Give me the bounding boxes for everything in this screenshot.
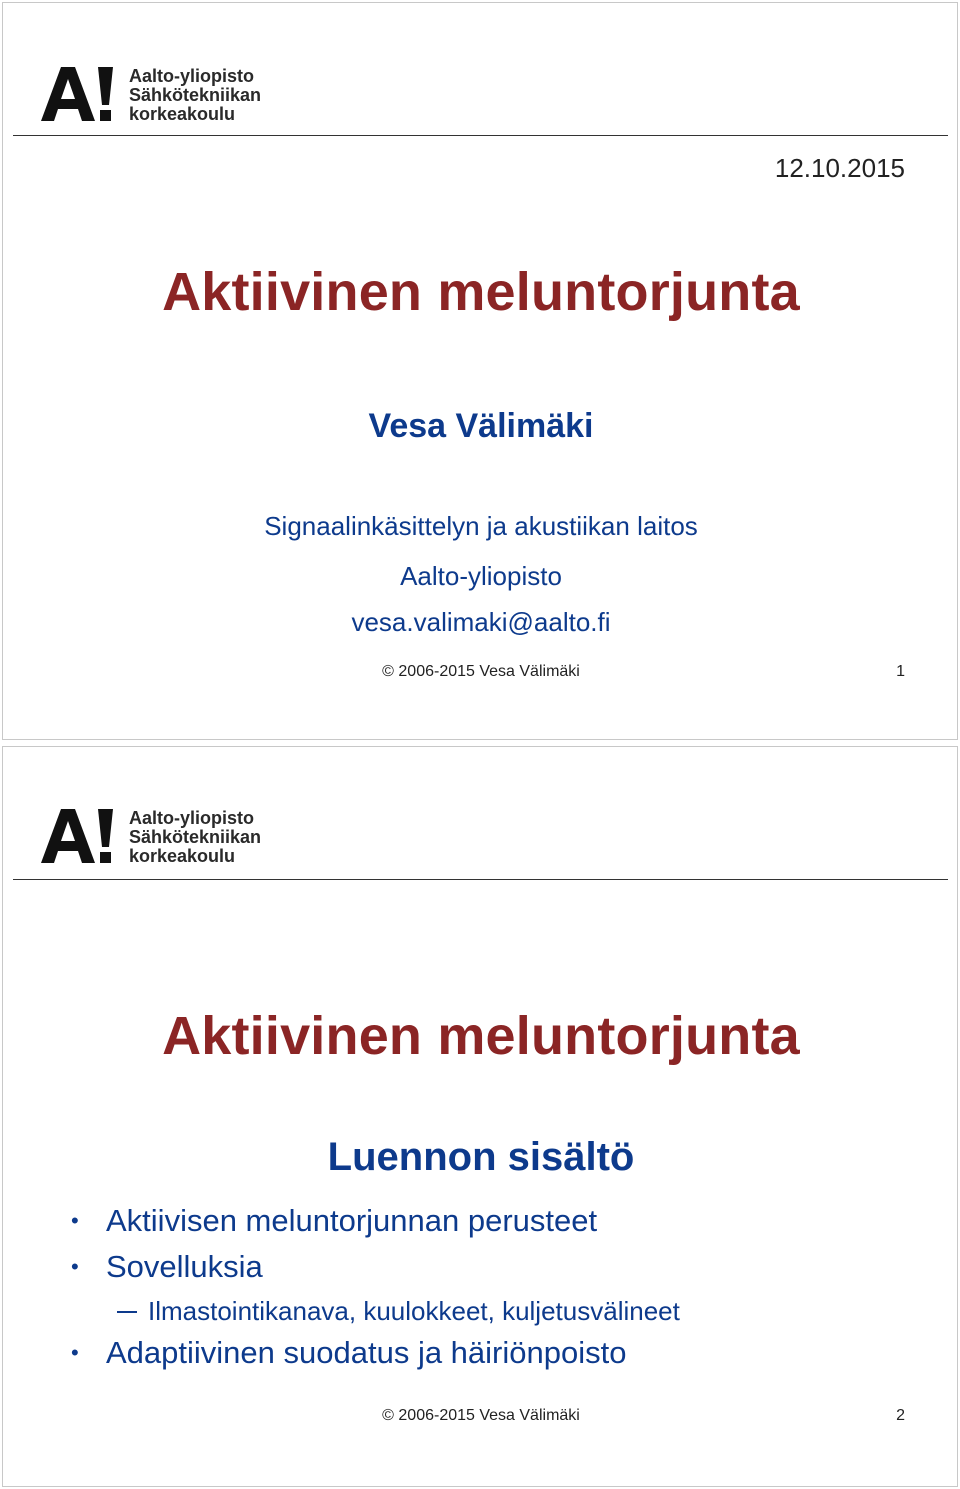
slide-1 — [2, 2, 958, 740]
aalto-a-exclamation-logo-icon — [41, 807, 115, 865]
header-rule — [13, 135, 948, 136]
bullet-list — [71, 1201, 680, 1379]
aalto-a-exclamation-logo-icon — [41, 65, 115, 123]
slide-subtitle: Luennon sisältö — [327, 1135, 635, 1179]
page-number: 1 — [896, 663, 905, 680]
copyright-footer: © 2006-2015 Vesa Välimäki — [382, 663, 580, 680]
header-rule — [13, 879, 948, 880]
slide-title: Aktiivinen meluntorjunta — [162, 262, 800, 322]
logo-text — [129, 67, 261, 124]
aalto-logo — [41, 807, 261, 866]
slide-2 — [2, 746, 958, 1487]
logo-line-2: Sähkötekniikan — [129, 827, 262, 847]
logo-line-2: Sähkötekniikan — [129, 85, 262, 105]
logo-line-1: Aalto-yliopisto — [129, 808, 254, 828]
email-address: vesa.valimaki@aalto.fi — [351, 607, 611, 637]
slide-date: 12.10.2015 — [774, 153, 905, 183]
bullet-item: • Aktiivisen meluntorjunnan perusteet — [71, 1201, 680, 1247]
aalto-logo — [41, 65, 261, 124]
page-number: 2 — [896, 1407, 905, 1424]
logo-line-3: korkeakoulu — [129, 846, 236, 866]
bullet-item: • Sovelluksia — [71, 1247, 680, 1293]
logo-text — [129, 809, 261, 866]
slide-title: Aktiivinen meluntorjunta — [162, 1006, 800, 1066]
bullet-item: • Adaptiivinen suodatus ja häiriönpoisto — [71, 1333, 680, 1379]
copyright-footer: © 2006-2015 Vesa Välimäki — [382, 1407, 580, 1424]
department: Signaalinkäsittelyn ja akustiikan laitos — [264, 511, 698, 541]
university: Aalto-yliopisto — [400, 561, 562, 591]
logo-line-1: Aalto-yliopisto — [129, 66, 254, 86]
sub-bullet-item: Ilmastointikanava, kuulokkeet, kuljetusvälineet — [71, 1293, 680, 1333]
author-name: Vesa Välimäki — [368, 407, 594, 445]
logo-line-3: korkeakoulu — [129, 104, 236, 124]
